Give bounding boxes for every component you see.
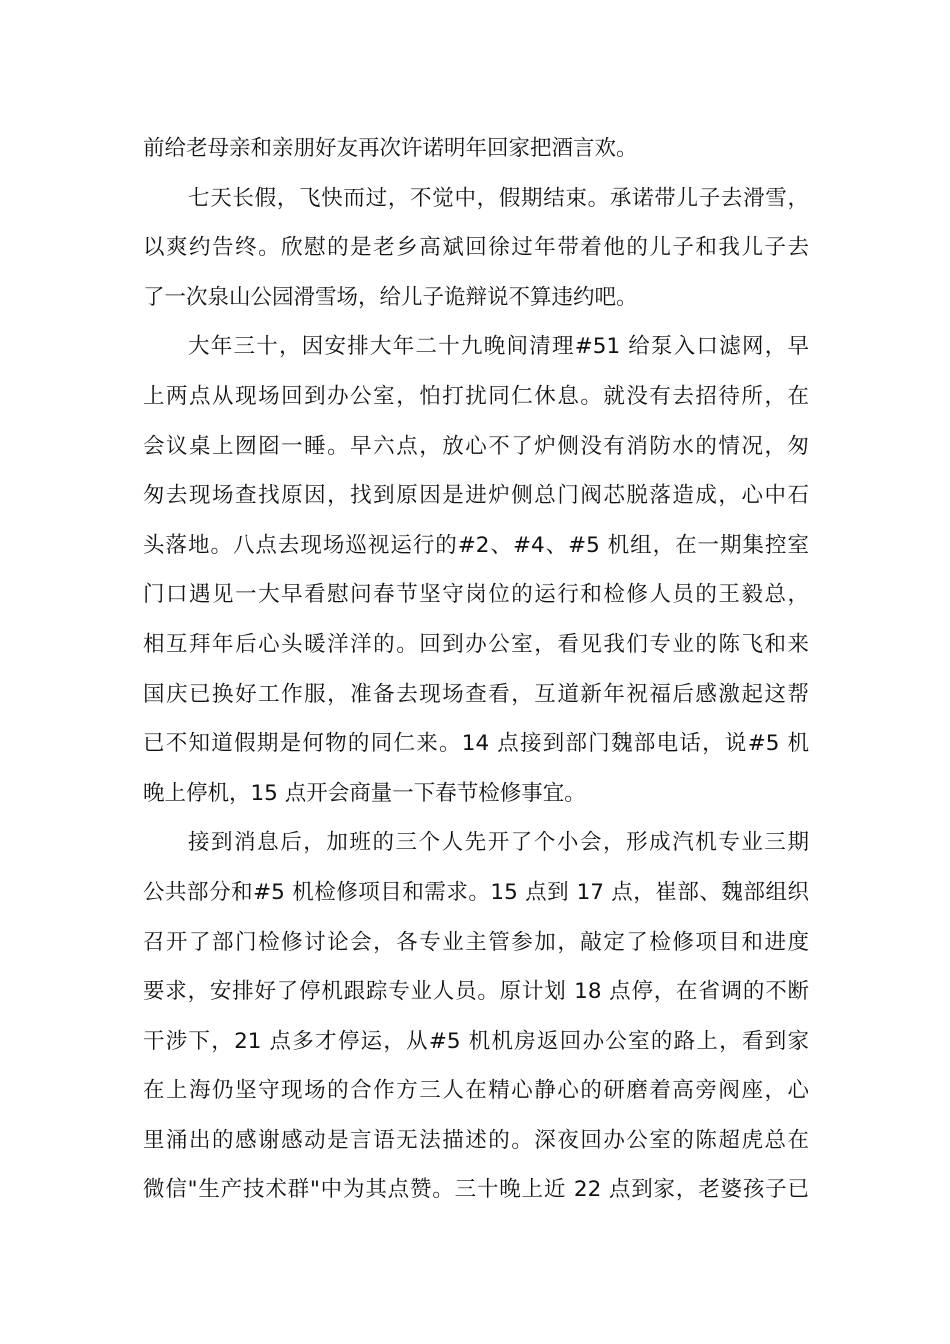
text-line: 头落地。八点去现场巡视运行的#2、#4、#5 机组，在一期集控室	[143, 532, 809, 558]
text-line: 召开了部门检修讨论会，各专业主管参加，敲定了检修项目和进度	[143, 929, 809, 955]
text-line: 门口遇见一大早看慰问春节坚守岗位的运行和检修人员的王毅总，	[143, 582, 809, 608]
text-line: 微信"生产技术群"中为其点赞。三十晚上近 22 点到家，老婆孩子已	[143, 1177, 809, 1203]
text-line: 干涉下，21 点多才停运，从#5 机机房返回办公室的路上，看到家	[143, 1028, 809, 1054]
text-line: 会议桌上囫囵一睡。早六点，放心不了炉侧没有消防水的情况，匆	[143, 433, 809, 459]
text-line: 晚上停机，15 点开会商量一下春节检修事宜。	[143, 780, 586, 806]
text-line: 公共部分和#5 机检修项目和需求。15 点到 17 点，崔部、魏部组织	[143, 879, 809, 905]
text-line: 相互拜年后心头暖洋洋的。回到办公室，看见我们专业的陈飞和来	[143, 631, 809, 657]
document-body	[143, 124, 809, 1215]
text-line: 里涌出的感谢感动是言语无法描述的。深夜回办公室的陈超虎总在	[143, 1127, 809, 1153]
text-line: 国庆已换好工作服，准备去现场查看，互道新年祝福后感激起这帮	[143, 681, 809, 707]
text-line: 匆去现场查找原因，找到原因是进炉侧总门阀芯脱落造成，心中石	[143, 483, 809, 509]
text-line: 要求，安排好了停机跟踪专业人员。原计划 18 点停，在省调的不断	[143, 979, 809, 1005]
text-line: 上两点从现场回到办公室，怕打扰同仁休息。就没有去招待所，在	[143, 383, 809, 409]
text-line: 大年三十，因安排大年二十九晚间清理#51 给泵入口滤网，早	[188, 334, 809, 360]
text-line: 以爽约告终。欣慰的是老乡高斌回徐过年带着他的儿子和我儿子去	[143, 235, 809, 261]
text-line: 了一次泉山公园滑雪场，给儿子诡辩说不算违约吧。	[143, 284, 638, 310]
text-line: 已不知道假期是何物的同仁来。14 点接到部门魏部电话，说#5 机	[143, 731, 809, 757]
text-line: 前给老母亲和亲朋好友再次许诺明年回家把酒言欢。	[143, 136, 638, 161]
text-line: 接到消息后，加班的三个人先开了个小会，形成汽机专业三期	[188, 830, 809, 856]
text-line: 七天长假，飞快而过，不觉中，假期结束。承诺带儿子去滑雪，	[188, 185, 809, 211]
text-line: 在上海仍坚守现场的合作方三人在精心静心的研磨着高旁阀座，心	[143, 1078, 809, 1104]
